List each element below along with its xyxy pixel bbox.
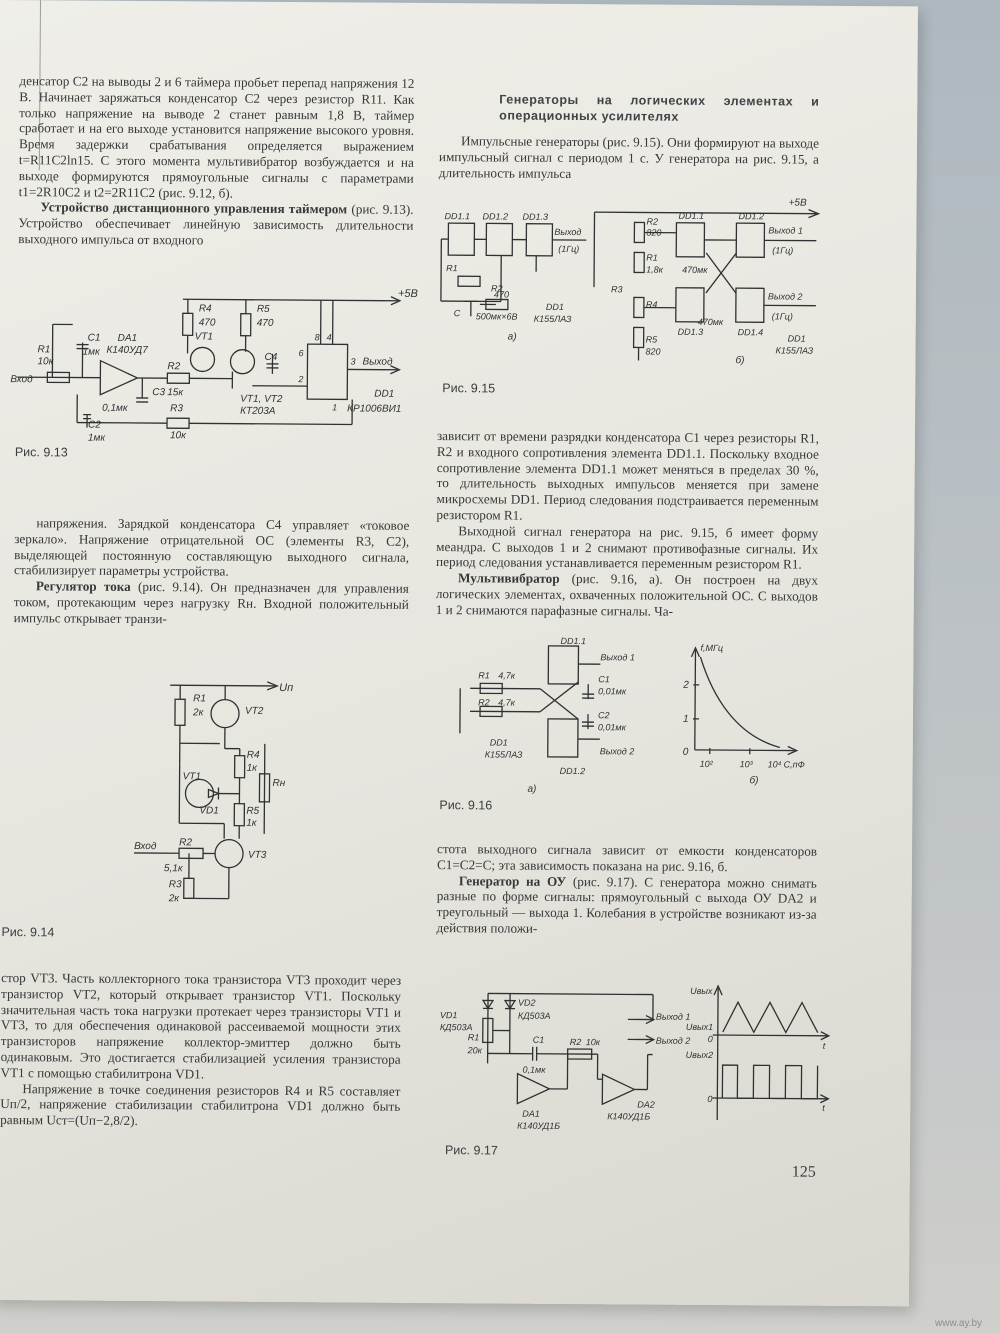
f915-cv: 500мк×6В (475, 311, 518, 322)
f913-c1v: 1мк (82, 346, 100, 358)
f917-t1: t (822, 1040, 826, 1051)
f915-dd14: DD1.4 (737, 327, 764, 338)
f917-out2: Выход 2 (655, 1035, 691, 1046)
f917-da1v: К140УД1Б (517, 1120, 561, 1131)
f916-r2: R2 (478, 697, 490, 708)
f913-r1: R1 (37, 344, 51, 356)
f917-t2: t (822, 1102, 825, 1113)
f916-y1: 1 (682, 713, 689, 725)
f914-r5: R5 (246, 805, 260, 817)
f915-br5v: 820 (645, 346, 661, 357)
f915-hz1: (1Гц) (772, 245, 794, 256)
f917-c1: C1 (532, 1034, 545, 1045)
f916-dd11: DD1.1 (560, 635, 587, 647)
figure-9-14-schematic (124, 673, 296, 909)
f913-p4: 4 (326, 332, 332, 343)
f914-r1: R1 (193, 693, 206, 705)
figure-9-17-caption: Рис. 9.17 (444, 1143, 498, 1158)
f917-da1: DA1 (522, 1108, 540, 1119)
f915-out1: Выход 1 (768, 225, 803, 236)
f915-a: а) (507, 331, 517, 343)
f915-br4: R4 (645, 299, 658, 310)
f917-r1: R1 (467, 1032, 480, 1043)
f913-p8: 8 (314, 332, 320, 343)
f914-in: Вход (134, 840, 157, 853)
right-p1-text: (рис. 9.15). Они формируют на выходе импульсный сигнал с периодом 1 с. У генератора на рис. 9.15, а длительность импульса (438, 134, 820, 181)
f915-bk: К155ЛАЗ (775, 345, 814, 356)
f913-r4v: 470 (198, 317, 216, 329)
f917-uvyh: Uвых (690, 985, 713, 996)
f915-br2: R2 (646, 216, 659, 227)
f916-c2: C2 (597, 710, 610, 721)
f916-x3: 10⁴ (767, 759, 782, 770)
f914-r5v: 1к (246, 817, 257, 829)
f915-hz: (1Гц) (558, 243, 580, 255)
f917-da2v: К140УД1Б (607, 1111, 651, 1122)
f917-vd1v: КД503А (439, 1022, 473, 1033)
f916-xl: C,пФ (783, 759, 805, 770)
f915-dd13: DD1.3 (522, 211, 549, 222)
f916-fy: f,МГц (700, 642, 724, 654)
f917-z2: 0 (707, 1093, 713, 1104)
f914-r4v: 1к (246, 762, 257, 774)
f916-dd12: DD1.2 (559, 765, 586, 777)
f915-bdd1: DD1 (787, 333, 806, 344)
right-p6-text: (рис. 9.17). С генератора можно снимать разные по форме сигналы: прямоугольный с выхода ОУ DA2 и треугольный — выхода 1. Колебания в устройстве возникают из-за действия положи- (436, 873, 817, 936)
f915-r2v: 470 (493, 289, 510, 300)
f917-c1v: 0,1мк (522, 1064, 546, 1075)
left-bottom-paragraph: стор VT3. Часть коллекторного тока транзистора VT3 проходит через транзистор VT2, который открывает транзистор VT1. Поскольку значительная часть тока нагрузки протекает через транзисторы VT1 и VT3, то для обеспечения одинаковой рассеиваемой мощности этих транзисторов напряжение коллектор-эмиттер должно быть одинаковым. Это достигается стабилизацией усиления транзистора VT1 с помощью стабилитрона VD1. (0, 970, 402, 1082)
f917-r1v: 20к (467, 1045, 482, 1056)
f915-hz2: (1Гц) (771, 311, 793, 322)
f915-out2: Выход 2 (767, 291, 803, 302)
f915-br5: R5 (645, 334, 658, 345)
right-p6 (436, 873, 816, 939)
left-p3-title: Регулятор тока (35, 578, 131, 595)
right-p3: Выходной сигнал генератора на рис. 9.15, б имеет форму меандра. С выходов 1 и 2 снимают противофазные сигналы. Их период следования устанавливается переменным резистором R1. (436, 522, 819, 572)
figure-9-15-caption: Рис. 9.15 (442, 381, 496, 396)
f913-c3v: 0,1мк (102, 402, 128, 414)
f913-r2v: 15к (167, 387, 184, 399)
right-p4-lead: Мультивибратор (457, 570, 560, 587)
f916-y2: 2 (683, 679, 689, 691)
f913-in: Вход (10, 374, 33, 386)
f913-r4: R4 (198, 303, 212, 315)
left-p2 (18, 200, 413, 250)
f913-p2: 2 (298, 374, 304, 385)
f916-r2v: 4,7к (498, 697, 515, 708)
f913-dd1: DD1 (374, 388, 395, 400)
f915-r1: R1 (446, 263, 458, 274)
f913-c2: C2 (87, 419, 101, 431)
f914-r3v: 2к (168, 893, 180, 905)
figure-9-16-schematic (449, 633, 815, 806)
f913-kr: КР1006ВИ1 (347, 403, 402, 415)
f916-a: а) (527, 783, 537, 795)
f915-r2: R2 (490, 283, 503, 294)
f913-r1v: 10к (37, 356, 54, 368)
f913-c1: C1 (87, 332, 101, 344)
f913-p1: 1 (332, 402, 338, 413)
f913-r5: R5 (256, 303, 270, 315)
f915-c2: 470мк (697, 316, 724, 328)
f915-br3: R3 (610, 284, 623, 295)
f917-z1: 0 (707, 1033, 713, 1045)
figure-9-17-schematic (437, 978, 833, 1141)
f916-c1: C1 (598, 674, 610, 685)
f915-c: C (453, 308, 461, 319)
left-p2-text: (рис. 9.13). Устройство обеспечивает линейную зависимость длительности выходного импульса от входного (18, 201, 414, 248)
figure-9-15-schematic (435, 191, 828, 379)
f913-r2: R2 (167, 361, 181, 373)
left-top-text-block (18, 73, 414, 250)
left-top-paragraph: денсатор С2 на выводы 2 и 6 таймера пробьет перепад напряжения 12 В. Начинает заряжаться конденсатор С2 через резистор R11. Как только напряжение на выводе 2 станет равным 1,8 В, таймер сработает и на его выходе установится напряжение высокого уровня. Время задержки срабатывания определяется выражением t=R11C2ln15. С этого момента мультивибратор возбуждается и на выходе формируются прямоугольные сигналы с параметрами t1=2R10C2 и t2=2R11C2 (рис. 9.12, б). (18, 73, 415, 201)
f913-r3: R3 (170, 403, 183, 415)
f916-k: К155ЛАЗ (484, 749, 523, 760)
right-top-text-block (439, 91, 820, 183)
f913-p3: 3 (350, 356, 356, 367)
f915-bdd13: DD1.3 (677, 326, 704, 337)
section-heading: Генераторы на логических элементах и операционных усилителях (499, 92, 820, 124)
f916-r1v: 4,7к (498, 670, 516, 681)
right-p4 (436, 570, 818, 620)
watermark: www.ay.by (935, 1318, 983, 1329)
f915-br1: R1 (646, 252, 658, 263)
f916-y0: 0 (682, 746, 689, 758)
f914-vt3: VT3 (247, 849, 267, 861)
left-p2-title: Устройство дистанционного управления таймером (40, 199, 348, 217)
f914-vt2: VT2 (245, 705, 264, 717)
f913-plus-label: +5В (397, 287, 418, 300)
f917-vd1: VD1 (439, 1010, 458, 1021)
f915-plus: +5В (788, 197, 807, 209)
f915-bdd12: DD1.2 (738, 211, 765, 222)
f913-vt1: VT1 (194, 331, 214, 343)
f914-rn: Rн (272, 777, 286, 790)
left-mid-paragraph: напряжения. Зарядкой конденсатора С4 управляет «токовое зеркало». Напряжение отрицательной ОС (элементы R3, C2), выделяющей постоянную составляющую выходного сигнала, стабилизирует параметры устройства. (13, 515, 410, 580)
f917-vd2v: КД503А (517, 1010, 551, 1021)
f914-r1v: 2к (192, 707, 204, 719)
f915-dd12: DD1.2 (482, 211, 509, 222)
f913-vt: VT1, VT2 (240, 393, 283, 405)
f915-br2v: 820 (646, 227, 662, 238)
figure-9-16-caption: Рис. 9.16 (439, 798, 493, 813)
f914-r2v: 5,1к (163, 863, 183, 875)
f914-vt1: VT1 (182, 771, 201, 783)
right-p4-text: (рис. 9.16, а). Он построен на двух логических элементах, охваченных положительной ОС. С выходов 1 и 2 снимаются парафазные сигналы. Ча- (435, 571, 819, 619)
left-p3-text: (рис. 9.14). Он предназначен для управления током, протекающим через нагрузку Rн. Входной положительный импульс открывает транзи- (13, 579, 409, 626)
left-p3 (14, 578, 409, 628)
f913-kt: КТ203А (240, 405, 276, 417)
right-p2: зависит от времени разрядки конденсатора С1 через резисторы R1, R2 и входного сопротивления элемента DD1.1. Поскольку входное сопротивление элемента DD1.1 может меняться в пределах 30 %, то длительность выходных импульсов меняется при замене микросхемы DD1. Период следования подстраивается переменным резистором R1. (436, 428, 820, 523)
right-p1 (439, 133, 819, 183)
f916-b: б) (749, 775, 759, 787)
f916-r1: R1 (478, 670, 490, 681)
f917-r2v: 10к (585, 1037, 601, 1048)
f915-out: Выход (554, 226, 582, 238)
f915-bdd11: DD1.1 (678, 210, 705, 221)
f914-vd1: VD1 (199, 805, 219, 817)
f916-c2v: 0,01мк (597, 722, 626, 733)
f917-vd2: VD2 (517, 997, 536, 1008)
right-p5: стота выходного сигнала зависит от емкости конденсаторов С1=С2=С; эта зависимость показана на рис. 9.16, б. (436, 841, 818, 874)
f915-b: б) (735, 355, 745, 367)
f916-dd1: DD1 (489, 737, 508, 748)
f913-da1: DA1 (117, 332, 138, 344)
f915-dd11: DD1.1 (444, 211, 471, 222)
right-p1-lead: Импульсные генераторы (460, 133, 600, 150)
figure-9-14-caption: Рис. 9.14 (1, 925, 55, 940)
f913-da1v: К140УД7 (106, 344, 148, 357)
left-mid-text-block (14, 515, 410, 628)
f913-p6: 6 (298, 348, 304, 359)
left-last-paragraph: Напряжение в точке соединения резисторов R4 и R5 составляет Uп/2, напряжение стабилизации стабилитрона VD1 должно быть равным Uст=(Uп−2,8/2). (0, 1080, 401, 1129)
f913-out: Выход (362, 356, 393, 368)
f917-r2: R2 (569, 1037, 582, 1048)
f914-r3: R3 (168, 879, 182, 891)
f914-r2: R2 (179, 837, 192, 849)
left-bottom-text-block (0, 970, 401, 1131)
f916-c1v: 0,01мк (598, 686, 627, 697)
f915-c1: 470мк (682, 264, 708, 275)
right-bottom-text-block (436, 841, 817, 938)
f917-uv1: Uвых1 (685, 1021, 714, 1033)
f914-up: Uп (279, 681, 294, 695)
f913-c2v: 1мк (87, 432, 106, 444)
f913-c3: C3 (152, 387, 166, 399)
f917-uv2: Uвых2 (685, 1049, 714, 1061)
f917-out1: Выход 1 (655, 1011, 691, 1022)
f913-r3v: 10к (169, 430, 186, 442)
f915-br1v: 1,8к (646, 264, 663, 275)
figure-9-13-caption: Рис. 9.13 (14, 445, 68, 460)
f915-dd1: DD1 (545, 301, 564, 312)
page-number: 125 (791, 1163, 816, 1181)
f913-c4: C4 (264, 351, 278, 363)
f914-r4: R4 (246, 749, 260, 761)
f916-x2: 10³ (739, 759, 753, 770)
f916-out1: Выход 1 (600, 652, 635, 663)
f915-k: К155ЛАЗ (533, 313, 572, 324)
f916-out2: Выход 2 (599, 746, 635, 757)
f913-r5v: 470 (256, 317, 274, 329)
figure-9-13-schematic (2, 282, 418, 445)
f917-da2: DA2 (637, 1099, 655, 1110)
right-mid-text-block (436, 428, 819, 620)
right-p6-lead: Генератор на ОУ (458, 872, 567, 889)
f916-x1: 10² (699, 758, 713, 769)
